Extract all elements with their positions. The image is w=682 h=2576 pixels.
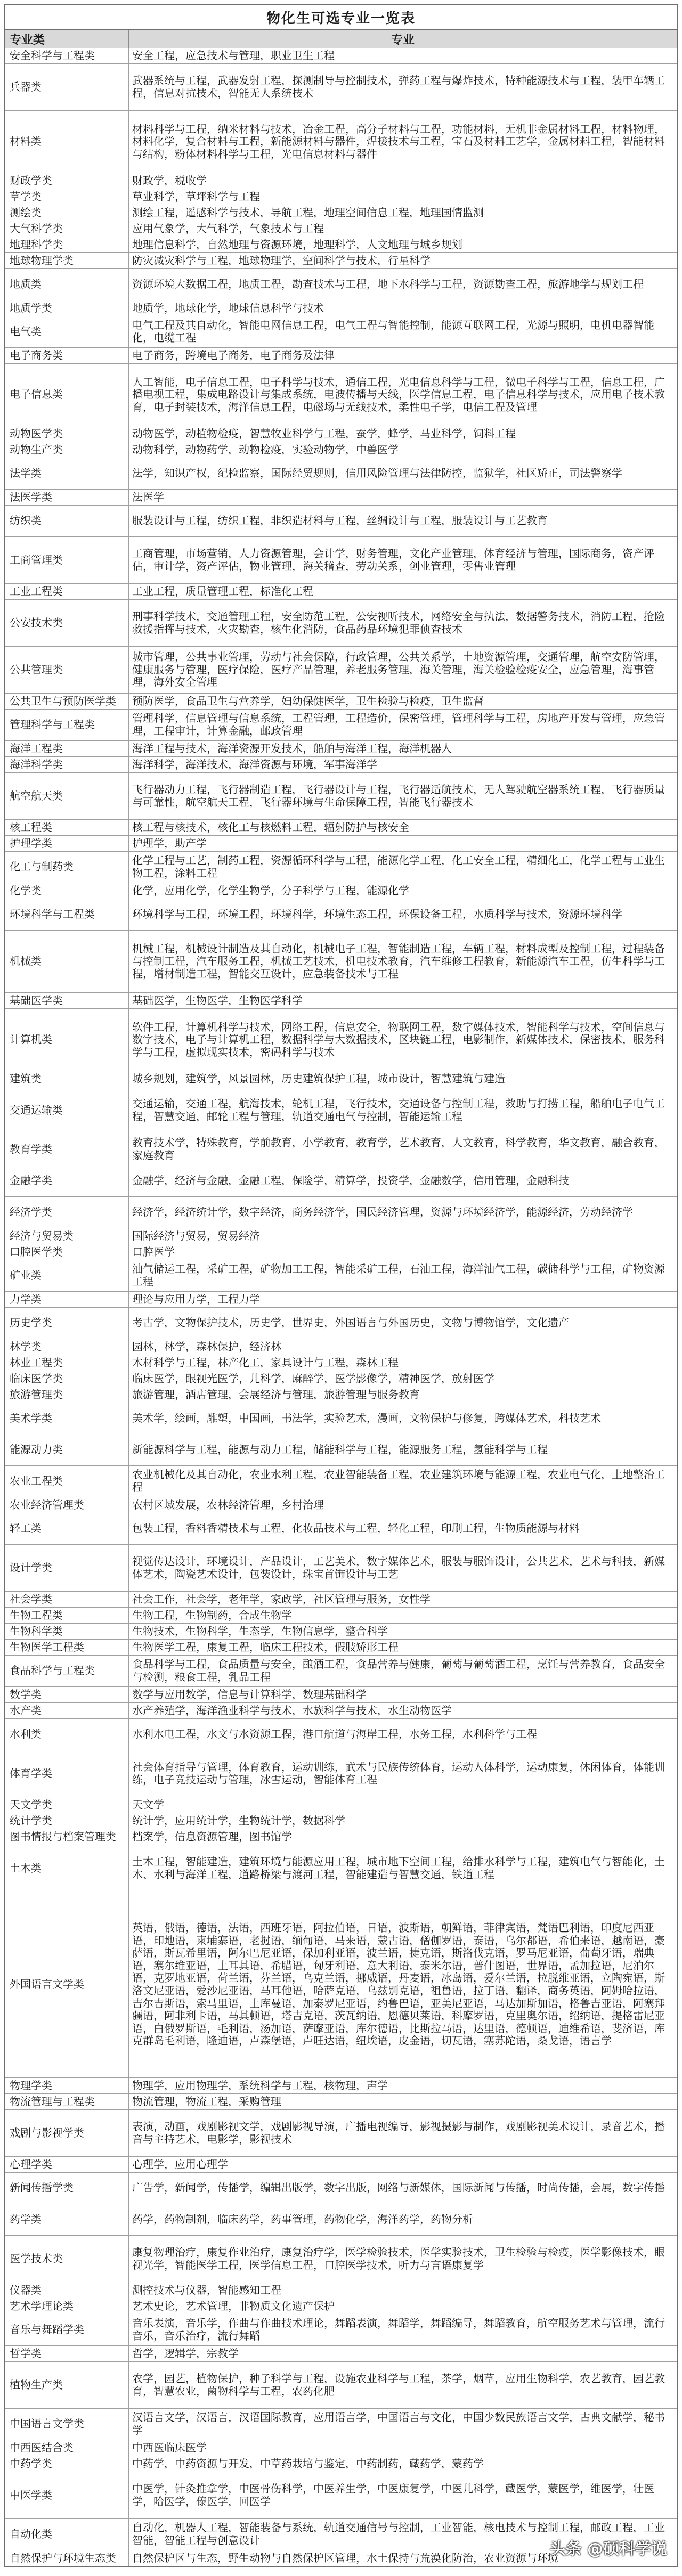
category-cell: 纺织类	[5, 506, 129, 536]
majors-cell: 教育技术学，特殊教育，学前教育，小学教育，教育学，艺术教育，人文教育，科学教育，华文教育，融合教育，家庭教育	[132, 1136, 665, 1162]
category-cell: 旅游管理类	[5, 1387, 129, 1403]
majors-cell: 社会体育指导与管理，体育教育，运动训练，武术与民族传统体育，运动人体科学，运动康复，休闲体育，体能训练，电子竞技运动与管理，冰雪运动，智能体育工程	[132, 1760, 665, 1786]
table-row	[5, 741, 677, 757]
majors-cell: 防灾减灾科学与工程，地球物理学，空间科学与技术，行星科学	[132, 254, 431, 267]
table-row	[5, 820, 677, 836]
table-row	[5, 1292, 677, 1308]
header-category: 专业类	[5, 30, 129, 48]
category-cell: 仪器类	[5, 2282, 129, 2298]
majors-cell: 农村区域发展，农林经济管理，乡村治理	[132, 1498, 324, 1511]
category-cell: 地质学类	[5, 300, 129, 316]
majors-cell: 法学，知识产权，纪检监察，国际经贸规则，信用风险管理与法律防控，监狱学，社区矫正，司法警察学	[132, 467, 622, 480]
table-row	[5, 1244, 677, 1260]
table-row	[5, 442, 677, 458]
category-cell: 生物科学类	[5, 1624, 129, 1639]
majors-cell: 动物医学，动植物检疫，智慧牧业科学与工程，蚕学，蜂学，马业科学，饲料工程	[132, 427, 516, 440]
table-row	[5, 269, 677, 300]
table-row	[5, 2110, 677, 2157]
table-row	[5, 2157, 677, 2173]
majors-cell: 金融学，经济与金融，金融工程，保险学，精算学，投资学，金融数学，信用管理，金融科技	[132, 1174, 569, 1187]
majors-cell: 测绘工程，遥感科学与技术，导航工程，地理空间信息工程，地理国情监测	[132, 206, 484, 219]
table-row	[5, 852, 677, 883]
majors-cell: 药学，药物制剂，临床药学，药事管理，药物化学，海洋药学，药物分析	[132, 2213, 473, 2226]
majors-cell: 工业工程，质量管理工程，标准化工程	[132, 584, 313, 598]
majors-cell: 统计学，应用统计学，生物统计学，数据科学	[132, 1814, 345, 1827]
majors-cell: 测控技术与仪器，智能感知工程	[132, 2283, 281, 2296]
category-cell: 草学类	[5, 189, 129, 205]
category-cell: 金融学类	[5, 1165, 129, 1196]
majors-cell: 木材科学与工程，林产化工，家具设计与工程，森林工程	[132, 1356, 399, 1369]
category-cell: 材料类	[5, 111, 129, 173]
table-row	[5, 1797, 677, 1813]
category-cell: 社会学类	[5, 1592, 129, 1607]
majors-cell: 基础医学，生物医学，生物医学科学	[132, 993, 303, 1007]
majors-cell: 油气储运工程，采矿工程，矿物加工工程，智能采矿工程，石油工程，海洋油气工程，碳储科学与工程，矿物资源工程	[132, 1262, 665, 1288]
majors-cell: 地理信息科学，自然地理与资源环境，地理科学，人文地理与城乡规划	[132, 238, 462, 251]
majors-cell: 理论与应用力学，工程力学	[132, 1292, 260, 1306]
category-cell: 工商管理类	[5, 537, 129, 583]
table-row	[5, 1228, 677, 1244]
majors-cell: 人工智能，电子信息工程，电子科学与技术，通信工程，光电信息科学与工程，微电子科学与工程，信息工程，广播电视工程，集成电路设计与集成系统，电波传播与天线，医学信息工程，电子信息科学与技术，应用电子技术教育，电子封装技术，海洋信息工程，电磁场与无线技术，柔性电子学，电信工程及管理	[132, 375, 665, 413]
table-row	[5, 426, 677, 442]
majors-cell: 临床医学，眼视光医学，儿科学，麻醉学，医学影像学，精神医学，放射医学	[132, 1372, 494, 1385]
majors-cell: 农业机械化及其自动化，农业水利工程，农业智能装备工程，农业建筑环境与能源工程，农业电气化，土地整治工程	[132, 1468, 665, 1494]
table-row	[5, 2282, 677, 2298]
category-cell: 测绘类	[5, 205, 129, 221]
category-cell: 戏剧与影视学类	[5, 2110, 129, 2156]
category-cell: 计算机类	[5, 1009, 129, 1071]
table-row	[5, 205, 677, 221]
table-row	[5, 1434, 677, 1466]
category-cell: 环境科学与工程类	[5, 899, 129, 930]
majors-cell: 武器系统与工程，武器发射工程，探测制导与控制技术，弹药工程与爆炸技术，特种能源技术与工程，装甲车辆工程，信息对抗技术，智能无人系统技术	[132, 74, 665, 100]
table-row	[5, 1134, 677, 1165]
category-cell: 海洋工程类	[5, 741, 129, 756]
table-row	[5, 647, 677, 694]
category-cell: 大气科学类	[5, 221, 129, 237]
majors-cell: 服装设计与工程，纺织工程，非织造材料与工程，丝绸设计与工程，服装设计与工艺教育	[132, 514, 548, 527]
table-row	[5, 1308, 677, 1339]
category-cell: 海洋科学类	[5, 757, 129, 772]
category-cell: 物理学类	[5, 2078, 129, 2093]
category-cell: 兵器类	[5, 64, 129, 110]
majors-cell: 包装工程，香料香精技术与工程，化妆品技术与工程，轻化工程，印刷工程，生物质能源与材料	[132, 1522, 580, 1535]
majors-cell: 数学与应用数学，信息与计算科学，数理基础科学	[132, 1688, 367, 1701]
table-row	[5, 1892, 677, 2078]
majors-cell: 艺术史论，艺术管理，非物质文化遗产保护	[132, 2299, 335, 2312]
majors-cell: 新能源科学与工程，能源与动力工程，储能科学与工程，能源服务工程，氢能科学与工程	[132, 1443, 548, 1456]
table-row	[5, 458, 677, 490]
majors-cell: 英语，俄语，德语，法语，西班牙语，阿拉伯语，日语，波斯语，朝鲜语，菲律宾语，梵语巴利语，印度尼西亚语，印地语，柬埔寨语，老挝语，缅甸语，马来语，蒙古语，僧伽罗语，泰语，乌尔都语，希伯来语，越南语，豪萨语，斯瓦希里语，阿尔巴尼亚语，保加利亚语，波兰语，捷克语，斯洛伐克语，罗马尼亚语，葡萄牙语，瑞典语，塞尔维亚语，土耳其语，希腊语，匈牙利语，意大利语，泰米尔语，普什图语，世界语，孟加拉语，尼泊尔语，克罗地亚语，荷兰语，芬兰语，乌克兰语，挪威语，丹麦语，冰岛语，爱尔兰语，拉脱维亚语，立陶宛语，斯洛文尼亚语，爱沙尼亚语，马耳他语，哈萨克语，乌兹别克语，祖鲁语，拉丁语，翻译，商务英语，阿姆哈拉语，吉尔吉斯语，索马里语，土库曼语，加泰罗尼亚语，约鲁巴语，亚美尼亚语，马达加斯加语，格鲁吉亚语，阿塞拜疆语，阿非利卡语，马其顿语，塔吉克语，茨瓦纳语，恩德贝莱语，科摩罗语，克里奥尔语，绍纳语，提格雷尼亚语，白俄罗斯语，毛利语，汤加语，萨摩亚语，库尔德语，比斯拉马语，达里语，德顿语，迪维希语，斐济语，库克群岛毛利语，隆迪语，卢森堡语，卢旺达语，纽埃语，皮金语，切瓦语，塞苏陀语，桑戈语，语言学	[132, 1921, 665, 2048]
majors-cell: 财政学，税收学	[132, 174, 207, 187]
table-row	[5, 1260, 677, 1292]
category-cell: 药学类	[5, 2204, 129, 2235]
table-row	[5, 1656, 677, 1687]
table-row	[5, 537, 677, 584]
table-row	[5, 2472, 677, 2519]
majors-cell: 安全工程，应急技术与管理，职业卫生工程	[132, 48, 335, 62]
category-cell: 生物工程类	[5, 1608, 129, 1623]
table-row	[5, 506, 677, 537]
majors-cell: 食品科学与工程，食品质量与安全，酿酒工程，食品营养与健康，葡萄与葡萄酒工程，烹饪与营养教育，食品安全与检测，粮食工程，乳品工程	[132, 1658, 665, 1683]
table-row	[5, 300, 677, 316]
category-cell: 基础医学类	[5, 993, 129, 1008]
table-row	[5, 2456, 677, 2472]
majors-cell: 社会工作，社会学，老年学，家政学，社区管理与服务，女性学	[132, 1592, 431, 1605]
category-cell: 土木类	[5, 1845, 129, 1892]
table-row	[5, 173, 677, 189]
table-row	[5, 1087, 677, 1134]
table-row	[5, 773, 677, 820]
category-cell: 矿业类	[5, 1260, 129, 1291]
majors-cell: 生物医学工程，康复工程，临床工程技术，假肢矫形工程	[132, 1640, 399, 1653]
majors-cell: 考古学，文物保护技术，历史学，世界史，外国语言与外国历史，文物与博物馆学，文化遗产	[132, 1316, 569, 1330]
majors-cell: 中西医临床医学	[132, 2441, 207, 2454]
table-row	[5, 348, 677, 364]
majors-cell: 美术学，绘画，雕塑，中国画，书法学，实验艺术，漫画，文物保护与修复，跨媒体艺术，科技艺术	[132, 1412, 601, 1425]
majors-cell: 电子商务，跨境电子商务，电子商务及法律	[132, 348, 335, 362]
majors-cell: 康复物理治疗，康复作业治疗，康复治疗学，医学检验技术，医学实验技术，卫生检验与检疫，医学影像技术，眼视光学，智能医学工程，医学信息工程，口腔医学技术，听力与言语康复学	[132, 2245, 665, 2271]
majors-cell: 物流管理，物流工程，采购管理	[132, 2094, 281, 2108]
majors-cell: 国际经济与贸易，贸易经济	[132, 1229, 260, 1242]
category-cell: 外国语言文学类	[5, 1892, 129, 2077]
category-cell: 中药学类	[5, 2456, 129, 2472]
table-row	[5, 1071, 677, 1087]
category-cell: 食品科学与工程类	[5, 1656, 129, 1686]
majors-cell: 园林，林学，森林保护，经济林	[132, 1340, 281, 1353]
category-cell: 化工与制药类	[5, 852, 129, 883]
category-cell: 机械类	[5, 931, 129, 992]
majors-cell: 自动化，机器人工程，智能装备与系统，轨道交通信号与控制，工业智能，核电技术与控制工程，邮政工程，工业智能，智能工程与创意设计	[132, 2521, 665, 2547]
majors-cell: 土木工程，智能建造，建筑环境与能源应用工程，城市地下空间工程，给排水科学与工程，建筑电气与智能化，土木、水利与海洋工程，道路桥梁与渡河工程，智能建造与智慧交通，铁道工程	[132, 1855, 665, 1881]
category-cell: 航空航天类	[5, 773, 129, 819]
category-cell: 建筑类	[5, 1071, 129, 1087]
table-row	[5, 1687, 677, 1703]
major-table	[4, 4, 678, 2567]
category-cell: 天文学类	[5, 1797, 129, 1813]
table-row	[5, 364, 677, 426]
majors-cell: 经济学，经济统计学，数字经济，商务经济学，国民经济管理，资源与环境经济学，能源经济，劳动经济学	[132, 1205, 633, 1219]
majors-cell: 生物工程，生物制药，合成生物学	[132, 1608, 292, 1621]
table-row	[5, 883, 677, 899]
category-cell: 能源动力类	[5, 1434, 129, 1465]
table-row	[5, 490, 677, 506]
majors-cell: 自然保护区与生态，野生动物与自然保护区管理，水土保持与荒漠化防治，农业资源与环境	[132, 2551, 558, 2564]
table-row	[5, 2236, 677, 2282]
table-row	[5, 710, 677, 741]
majors-cell: 海洋工程与技术，海洋资源开发技术，船舶与海洋工程，海洋机器人	[132, 741, 452, 755]
majors-cell: 工商管理，市场营销，人力资源管理，会计学，财务管理，文化产业管理，体育经济与管理，国际商务，资产评估，审计学，资产评估，物业管理，海关稽查，劳动关系，创业管理，零售业管理	[132, 547, 654, 573]
table-row	[5, 316, 677, 348]
majors-cell: 环境科学与工程，环境工程，环境科学，环境生态工程，环保设备工程，水质科学与技术，资源环境科学	[132, 908, 622, 921]
table-row	[5, 221, 677, 237]
majors-cell: 资源环境大数据工程，地质工程，勘查技术与工程，地下水科学与工程，资源勘查工程，旅游地学与规划工程	[132, 278, 644, 291]
majors-cell: 城市管理，公共事业管理，劳动与社会保障，行政管理，公共关系学，土地资源管理，交通管理，航空安防管理，健康服务与管理，医疗保险，医疗产品管理，养老服务管理，海关管理，海关检验检疫安全，应急管理，海事管理，海外安全管理	[132, 650, 665, 689]
category-cell: 护理学类	[5, 836, 129, 851]
category-cell: 安全科学与工程类	[5, 48, 129, 63]
category-cell: 电子信息类	[5, 364, 129, 426]
table-row	[5, 694, 677, 710]
table-row	[5, 899, 677, 931]
category-cell: 核工程类	[5, 820, 129, 835]
table-row	[5, 2314, 677, 2346]
table-row	[5, 1371, 677, 1387]
majors-cell: 应用气象学，大气科学，气象技术与工程	[132, 222, 324, 235]
table-row	[5, 1165, 677, 1197]
table-row	[5, 1466, 677, 1497]
table-row	[5, 48, 677, 64]
table-row	[5, 64, 677, 111]
category-cell: 轻工类	[5, 1513, 129, 1544]
table-row	[5, 993, 677, 1009]
majors-cell: 材料科学与工程，纳米材料与技术，冶金工程，高分子材料与工程，功能材料，无机非金属材料工程，材料物理，材料化学，复合材料与工程，新能源材料与器件，焊接技术与工程，宝石及材料工艺学，金属材料工程，智能材料与结构，粉体材料科学与工程，光电信息材料与器件	[132, 122, 665, 160]
category-cell: 地球物理学类	[5, 253, 129, 268]
table-row	[5, 1829, 677, 1845]
category-cell: 图书情报与档案管理类	[5, 1829, 129, 1845]
table-row	[5, 600, 677, 647]
table-title: 物化生可选专业一览表	[5, 5, 677, 30]
table-row	[5, 2078, 677, 2094]
category-cell: 植物生产类	[5, 2362, 129, 2408]
category-cell: 心理学类	[5, 2157, 129, 2172]
category-cell: 交通运输类	[5, 1087, 129, 1134]
table-row	[5, 1197, 677, 1228]
category-cell: 艺术学理论类	[5, 2298, 129, 2314]
majors-cell: 天文学	[132, 1798, 164, 1811]
table-row	[5, 1513, 677, 1545]
category-cell: 自动化类	[5, 2519, 129, 2550]
table-row	[5, 1719, 677, 1750]
majors-cell: 草业科学，草坪科学与工程	[132, 190, 260, 203]
table-row	[5, 2409, 677, 2440]
table-row	[5, 111, 677, 173]
table-row	[5, 253, 677, 269]
table-row	[5, 1355, 677, 1371]
majors-cell: 生物技术，生物科学，生态学，生物信息学，整合科学	[132, 1624, 388, 1637]
category-cell: 工业工程类	[5, 584, 129, 599]
table-row	[5, 1009, 677, 1071]
table-body	[5, 48, 677, 2566]
category-cell: 临床医学类	[5, 1371, 129, 1387]
majors-cell: 动物科学，动物药学，动物检疫，实验动物学，中兽医学	[132, 443, 399, 456]
table-row	[5, 1592, 677, 1608]
category-cell: 经济与贸易类	[5, 1228, 129, 1244]
majors-cell: 预防医学，食品卫生与营养学，妇幼保健医学，卫生检验与检疫，卫生监督	[132, 694, 484, 707]
category-cell: 物流管理与工程类	[5, 2094, 129, 2109]
table-row	[5, 1608, 677, 1624]
category-cell: 法医学类	[5, 490, 129, 505]
watermark: 头条 @硕科学说	[549, 2540, 667, 2558]
majors-cell: 物理学，应用物理学，系统科学与工程，核物理，声学	[132, 2078, 388, 2092]
category-cell: 电气类	[5, 316, 129, 347]
category-cell: 公共卫生与预防医学类	[5, 694, 129, 709]
category-cell: 中西医结合类	[5, 2440, 129, 2456]
majors-cell: 化学，应用化学，化学生物学，分子科学与工程，能源化学	[132, 884, 409, 897]
category-cell: 水利类	[5, 1719, 129, 1750]
category-cell: 法学类	[5, 458, 129, 489]
category-cell: 中国语言文学类	[5, 2409, 129, 2440]
table-row	[5, 2362, 677, 2409]
majors-cell: 汉语言文学，汉语言，汉语国际教育，应用语言学，中国语言与文化，中国少数民族语言文学，古典文献学，秘书学	[132, 2411, 665, 2436]
category-cell: 哲学类	[5, 2346, 129, 2361]
majors-cell: 机械工程，机械设计制造及其自动化，机械电子工程，智能制造工程，车辆工程，材料成型及控制工程，过程装备与控制工程，汽车服务工程，机械工艺技术，机电技术教育，汽车维修工程教育，新能源汽车工程，仿生科学与工程，增材制造工程，智能交互设计，应急装备技术与工程	[132, 942, 665, 980]
category-cell: 新闻传播学类	[5, 2173, 129, 2204]
category-cell: 地理科学类	[5, 237, 129, 252]
majors-cell: 管理科学，信息管理与信息系统，工程管理，工程造价，保密管理，管理科学与工程，房地产开发与管理，应急管理，工程审计，计算金融，邮政管理	[132, 712, 665, 737]
majors-cell: 农学，园艺，植物保护，种子科学与工程，设施农业科学与工程，茶学，烟草，应用生物科学，农艺教育，园艺教育，智慧农业，菌物科学与工程，农药化肥	[132, 2371, 665, 2398]
majors-cell: 电气工程及其自动化，智能电网信息工程，电气工程与智能控制，能源互联网工程，光源与照明，电机电器智能化，电缆工程	[132, 319, 654, 344]
majors-cell: 视觉传达设计，环境设计，产品设计，工艺美术，数字媒体艺术，服装与服饰设计，公共艺术，艺术与科技，新媒体艺术，陶瓷艺术设计，包装设计，珠宝首饰设计与工艺	[132, 1554, 665, 1580]
category-cell: 公共管理类	[5, 647, 129, 693]
table-row	[5, 1387, 677, 1403]
table-row	[5, 2204, 677, 2236]
category-cell: 化学类	[5, 883, 129, 899]
category-cell: 公安技术类	[5, 600, 129, 646]
table-header	[5, 30, 677, 48]
majors-cell: 口腔医学	[132, 1245, 175, 1258]
majors-cell: 软件工程，计算机科学与技术，网络工程，信息安全，物联网工程，数字媒体技术，智能科学与技术，空间信息与数字技术，电子与计算机工程，数据科学与大数据技术，区块链工程，电影制作，新媒体技术，保密技术，服务科学与工程，虚拟现实技术，密码科学与技术	[132, 1020, 665, 1058]
category-cell: 动物生产类	[5, 442, 129, 458]
category-cell: 林业工程类	[5, 1355, 129, 1371]
table-row	[5, 2440, 677, 2456]
table-row	[5, 757, 677, 773]
category-cell: 体育学类	[5, 1750, 129, 1797]
category-cell: 经济学类	[5, 1197, 129, 1228]
table-row	[5, 1750, 677, 1797]
majors-cell: 城乡规划，建筑学，风景园林，历史建筑保护工程，城市设计，智慧建筑与建造	[132, 1072, 505, 1085]
majors-cell: 旅游管理，酒店管理，会展经济与管理，旅游管理与服务教育	[132, 1388, 420, 1401]
majors-cell: 哲学，逻辑学，宗教学	[132, 2346, 239, 2360]
majors-cell: 法医学	[132, 490, 164, 503]
table-row	[5, 1624, 677, 1640]
category-cell: 数学类	[5, 1687, 129, 1702]
table-row	[5, 2298, 677, 2314]
category-cell: 水产类	[5, 1703, 129, 1718]
majors-cell: 飞行器动力工程，飞行器制造工程，飞行器设计与工程，飞行器适航技术，无人驾驶航空器系统工程，飞行器质量与可靠性，航空航天工程，飞行器环境与生命保障工程，智能飞行器技术	[132, 782, 665, 809]
table-row	[5, 189, 677, 205]
category-cell: 电子商务类	[5, 348, 129, 363]
category-cell: 动物医学类	[5, 426, 129, 442]
table-row	[5, 1703, 677, 1719]
table-row	[5, 836, 677, 852]
majors-cell: 水利水电工程，水文与水资源工程，港口航道与海岸工程，水务工程，水利科学与工程	[132, 1727, 537, 1741]
majors-cell: 海洋科学，海洋技术，海洋资源与环境，军事海洋学	[132, 757, 377, 771]
table-row	[5, 1497, 677, 1513]
table-row	[5, 931, 677, 993]
category-cell: 林学类	[5, 1339, 129, 1355]
majors-cell: 核工程与核技术，核化工与核燃料工程，辐射防护与核安全	[132, 820, 409, 834]
majors-cell: 音乐表演，音乐学，作曲与作曲技术理论，舞蹈表演，舞蹈学，舞蹈编导，舞蹈教育，航空服务艺术与管理，流行音乐，音乐治疗，流行舞蹈	[132, 2317, 665, 2342]
category-cell: 地质类	[5, 269, 129, 300]
majors-cell: 刑事科学技术，交通管理工程，安全防范工程，公安视听技术，网络安全与执法，数据警务技术，消防工程，抢险救援指挥与技术，火灾勘查，核生化消防，食品药品环境犯罪侦查技术	[132, 609, 665, 635]
table-row	[5, 2346, 677, 2362]
category-cell: 医学技术类	[5, 2236, 129, 2282]
majors-cell: 档案学，信息资源管理，图书馆学	[132, 1830, 292, 1843]
category-cell: 自然保护与环境生态类	[5, 2550, 129, 2566]
category-cell: 历史学类	[5, 1308, 129, 1339]
majors-cell: 护理学，助产学	[132, 836, 207, 850]
majors-cell: 中医学，针灸推拿学，中医骨伤科学，中医养生学，中医康复学，中医儿科学，藏医学，蒙医学，维医学，壮医学，哈医学，傣医学，回医学	[132, 2482, 654, 2508]
category-cell: 音乐与舞蹈学类	[5, 2314, 129, 2345]
majors-cell: 表演，动画，戏剧影视文学，戏剧影视导演，广播电视编导，影视摄影与制作，戏剧影视美术设计，录音艺术，播音与主持艺术，电影学，影视技术	[132, 2120, 665, 2146]
category-cell: 管理科学与工程类	[5, 710, 129, 740]
majors-cell: 地质学，地球化学，地球信息科学与技术	[132, 301, 324, 314]
category-cell: 美术学类	[5, 1403, 129, 1434]
table-row	[5, 1640, 677, 1656]
category-cell: 生物医学工程类	[5, 1640, 129, 1655]
majors-cell: 广告学，新闻学，传播学，编辑出版学，数字出版，网络与新媒体，国际新闻与传播，时尚传播，会展，数字传播	[132, 2181, 665, 2195]
category-cell: 教育学类	[5, 1134, 129, 1165]
category-cell: 力学类	[5, 1292, 129, 1307]
category-cell: 中医学类	[5, 2472, 129, 2518]
category-cell: 口腔医学类	[5, 1244, 129, 1260]
table-row	[5, 1339, 677, 1355]
majors-cell: 化学工程与工艺，制药工程，资源循环科学与工程，能源化学工程，化工安全工程，精细化工，化学工程与工业生物工程，涂料工程	[132, 854, 665, 879]
category-cell: 设计学类	[5, 1545, 129, 1591]
category-cell: 统计学类	[5, 1813, 129, 1829]
category-cell: 财政学类	[5, 173, 129, 189]
majors-cell: 心理学，应用心理学	[132, 2157, 228, 2171]
table-row	[5, 1845, 677, 1892]
table-row	[5, 2173, 677, 2204]
table-row	[5, 2094, 677, 2110]
majors-cell: 中药学，中药资源与开发，中草药栽培与鉴定，中药制药，藏药学，蒙药学	[132, 2457, 484, 2470]
header-majors: 专业	[391, 33, 415, 47]
table-row	[5, 237, 677, 253]
table-row	[5, 584, 677, 600]
table-row	[5, 1813, 677, 1829]
table-row	[5, 1545, 677, 1592]
majors-cell: 水产养殖学，海洋渔业科学与技术，水族科学与技术，水生动物医学	[132, 1703, 452, 1717]
majors-cell: 交通运输，交通工程，航海技术，轮机工程，飞行技术，交通设备与控制工程，救助与打捞工程，船舶电子电气工程，智慧交通，邮轮工程与管理，轨道交通电气与控制，智能运输工程	[132, 1097, 665, 1123]
table-row	[5, 1403, 677, 1434]
category-cell: 农业工程类	[5, 1466, 129, 1497]
category-cell: 农业经济管理类	[5, 1497, 129, 1513]
